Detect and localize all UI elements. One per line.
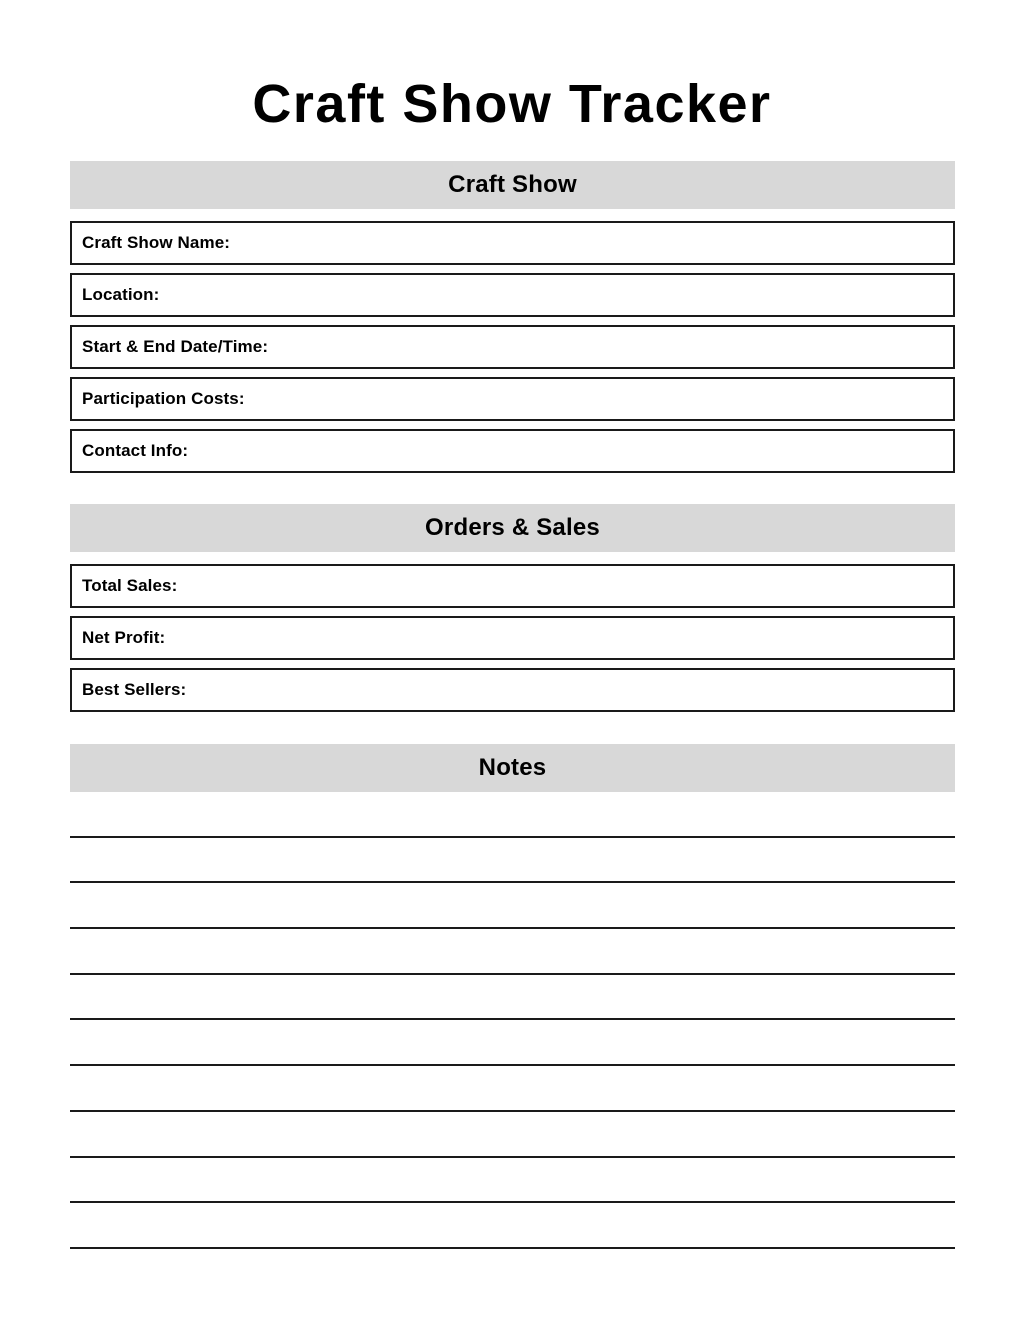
- field-label-contact-info: Contact Info:: [82, 441, 189, 460]
- notes-line[interactable]: [70, 929, 955, 975]
- field-row-start-end-date-time[interactable]: [70, 325, 955, 369]
- section-header-orders-and-sales: Orders & Sales: [70, 504, 955, 552]
- section-craft-show: [70, 161, 955, 473]
- notes-line[interactable]: [70, 1112, 955, 1158]
- notes-line[interactable]: [70, 883, 955, 929]
- field-row-net-profit[interactable]: [70, 616, 955, 660]
- section-orders-and-sales: [70, 504, 955, 712]
- notes-line[interactable]: [70, 1066, 955, 1112]
- section-spacer-2: [70, 712, 955, 744]
- notes-ruled-lines: [70, 792, 955, 1249]
- field-row-location[interactable]: [70, 273, 955, 317]
- field-label-craft-show-name: Craft Show Name:: [82, 233, 231, 252]
- field-row-participation-costs[interactable]: [70, 377, 955, 421]
- field-label-location: Location:: [82, 285, 160, 304]
- field-label-total-sales: Total Sales:: [82, 576, 178, 595]
- field-label-net-profit: Net Profit:: [82, 628, 166, 647]
- field-row-best-sellers[interactable]: [70, 668, 955, 712]
- field-list-orders-and-sales: [70, 564, 955, 712]
- section-notes: [70, 744, 955, 1249]
- field-label-start-end-date-time: Start & End Date/Time:: [82, 337, 269, 356]
- notes-line[interactable]: [70, 838, 955, 884]
- section-header-craft-show: Craft Show: [70, 161, 955, 209]
- worksheet-content: [70, 161, 955, 1249]
- field-row-total-sales[interactable]: [70, 564, 955, 608]
- field-label-best-sellers: Best Sellers:: [82, 680, 187, 699]
- notes-line[interactable]: [70, 1203, 955, 1249]
- section-spacer-1: [70, 473, 955, 504]
- field-label-participation-costs: Participation Costs:: [82, 389, 245, 408]
- notes-line[interactable]: [70, 792, 955, 838]
- notes-line[interactable]: [70, 1020, 955, 1066]
- section-header-notes: Notes: [70, 744, 955, 792]
- page-title: Craft Show Tracker: [252, 74, 772, 134]
- field-row-craft-show-name[interactable]: [70, 221, 955, 265]
- notes-line[interactable]: [70, 975, 955, 1021]
- field-row-contact-info[interactable]: [70, 429, 955, 473]
- field-list-craft-show: [70, 221, 955, 473]
- notes-line[interactable]: [70, 1158, 955, 1204]
